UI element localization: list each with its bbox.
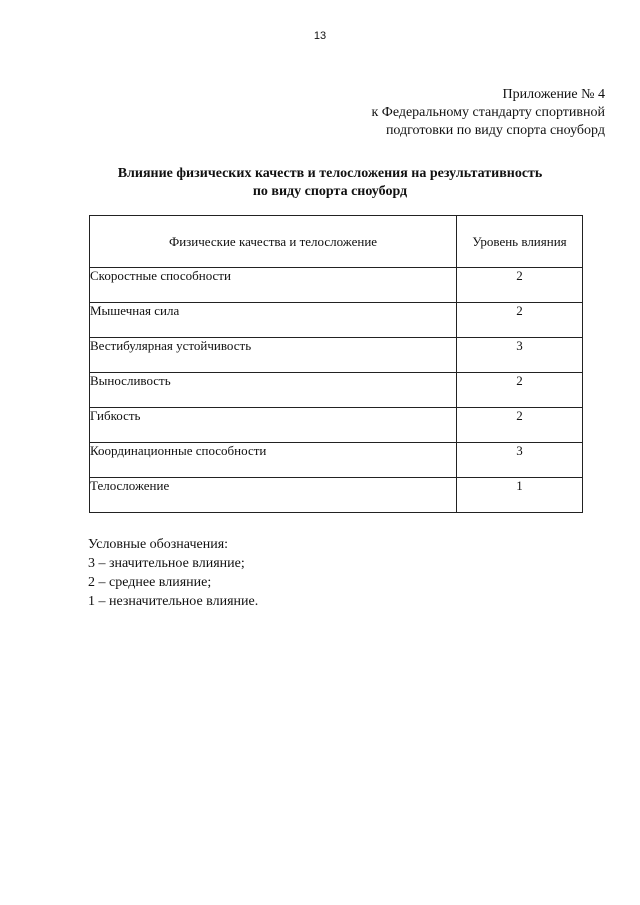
table-row — [90, 408, 583, 443]
table-row — [90, 338, 583, 373]
legend-item: 1 – незначительное влияние. — [88, 594, 259, 609]
appendix-reference — [371, 86, 605, 140]
level-cell: 3 — [457, 443, 583, 478]
quality-cell — [90, 443, 457, 478]
table-row — [90, 303, 583, 338]
table-row — [90, 443, 583, 478]
header-quality: Физические качества и телосложение — [90, 216, 457, 268]
quality-cell — [90, 478, 457, 513]
quality-text: Телосложение — [90, 478, 170, 493]
level-cell: 2 — [457, 408, 583, 443]
level-cell: 1 — [457, 478, 583, 513]
table-row — [90, 478, 583, 513]
legend-item: 2 – среднее влияние; — [88, 575, 212, 590]
legend-heading: Условные обозначения: — [88, 537, 229, 552]
quality-cell — [90, 268, 457, 303]
appendix-line-3: подготовки по виду спорта сноуборд — [385, 123, 605, 138]
table-row — [90, 268, 583, 303]
title-line-2: по виду спорта сноуборд — [252, 184, 408, 199]
level-cell: 3 — [457, 338, 583, 373]
title-line-1: Влияние физических качеств и телосложения на результативность — [117, 166, 543, 181]
appendix-line-1: Приложение № 4 — [502, 87, 605, 102]
document-title — [80, 165, 580, 201]
quality-text: Мышечная сила — [90, 303, 180, 318]
legend — [88, 535, 258, 611]
page-number: 13 — [313, 30, 327, 42]
appendix-line-2: к Федеральному стандарту спортивной — [371, 105, 605, 120]
quality-text: Выносливость — [90, 373, 171, 388]
quality-text: Вестибулярная устойчивость — [90, 338, 252, 353]
level-cell: 2 — [457, 303, 583, 338]
quality-text: Гибкость — [90, 408, 141, 423]
quality-cell — [90, 373, 457, 408]
quality-cell — [90, 338, 457, 373]
quality-text: Координационные способности — [90, 443, 267, 458]
quality-text: Скоростные способности — [90, 268, 231, 283]
legend-item: 3 – значительное влияние; — [88, 556, 245, 571]
quality-cell — [90, 408, 457, 443]
level-cell: 2 — [457, 268, 583, 303]
table-header-row — [90, 216, 583, 268]
table-row — [90, 373, 583, 408]
influence-table — [89, 215, 583, 513]
header-level: Уровень влияния — [457, 216, 583, 268]
quality-cell — [90, 303, 457, 338]
level-cell: 2 — [457, 373, 583, 408]
